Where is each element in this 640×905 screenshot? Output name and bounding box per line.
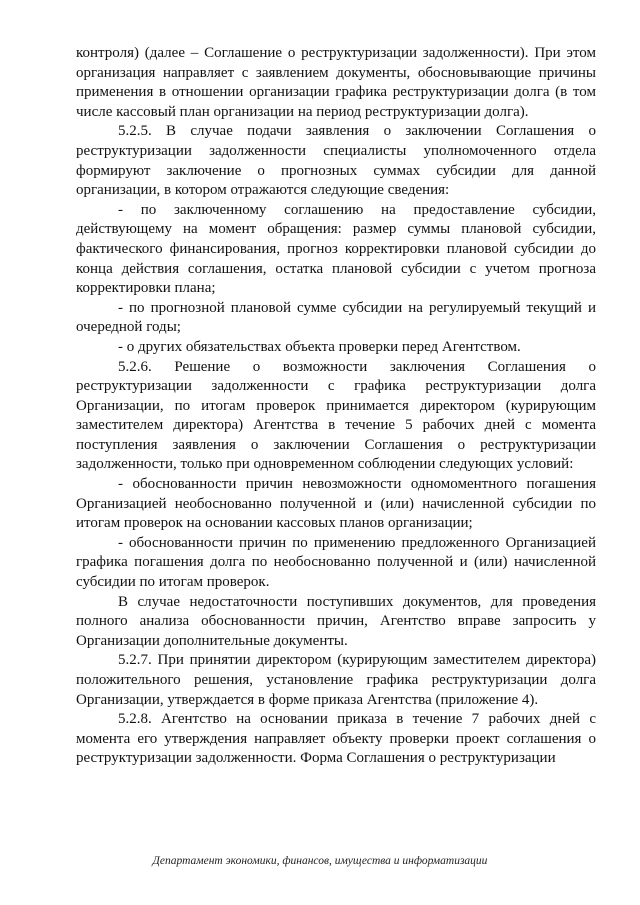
list-item-forecast: - по прогнозной плановой сумме субсидии на регулируемый текущий и очередной годы; [76,299,596,336]
paragraph-5-2-6: 5.2.6. Решение о возможности заключения Соглашения о реструктуризации задолженности с графика реструктуризации долга Организации, по итогам проверок принимается директором (курирующим заместителем директора) Агентства в течение 5 рабочих дней с момента поступления заявления о заключении Соглашения о реструктуризации задолженности, только при одновременном соблюдении следующих условий: [76,358,596,473]
paragraph-insufficient-docs: В случае недостаточности поступивших документов, для проведения полного анализа обоснованности причин, Агентство вправе запросить у Организации дополнительные документы. [76,593,596,649]
paragraph-continuation: контроля) (далее – Соглашение о реструктуризации задолженности). При этом организация направляет с заявлением документы, обосновывающие причины применения в отношении организации графика реструктуризации долга (в том числе кассовый план организации на период реструктуризации долга). [76,45,596,120]
list-item-reasons-impossibility: - обоснованности причин невозможности одномоментного погашения Организацией необоснованно полученной и (или) начисленной субсидии по итогам проверок на основании кассовых планов организации; [76,476,596,532]
document-body [76,44,596,769]
paragraph-5-2-5: 5.2.5. В случае подачи заявления о заключении Соглашения о реструктуризации задолженности специалисты уполномоченного отдела формируют заключение о прогнозных суммах субсидии для данной организации, в котором отражаются следующие сведения: [76,123,596,199]
list-item-agreement: - по заключенному соглашению на предоставление субсидии, действующему на момент обращения: размер суммы плановой субсидии, фактического финансирования, прогноз корректировки плановой субсидии до конца действия соглашения, остатка плановой субсидии с учетом прогноза корректировки плана; [76,201,596,297]
list-item-obligations: - о других обязательствах объекта проверки перед Агентством. [118,338,521,355]
list-item-reasons-schedule: - обоснованности причин по применению предложенного Организацией графика погашения долга по необоснованно полученной и (или) начисленной субсидии по итогам проверок. [76,534,596,591]
paragraph-5-2-8: 5.2.8. Агентство на основании приказа в течение 7 рабочих дней с момента его утверждения направляет объекту проверки проект соглашения о реструктуризации задолженности. Форма Соглашения о реструктуризации [76,711,596,767]
page-footer: Департамент экономики, финансов, имущества и информатизации [152,855,488,867]
paragraph-5-2-7: 5.2.7. При принятии директором (курирующим заместителем директора) положительного решения, установление графика реструктуризации долга Организации, утверждается в форме приказа Агентства (приложение 4). [76,652,596,708]
